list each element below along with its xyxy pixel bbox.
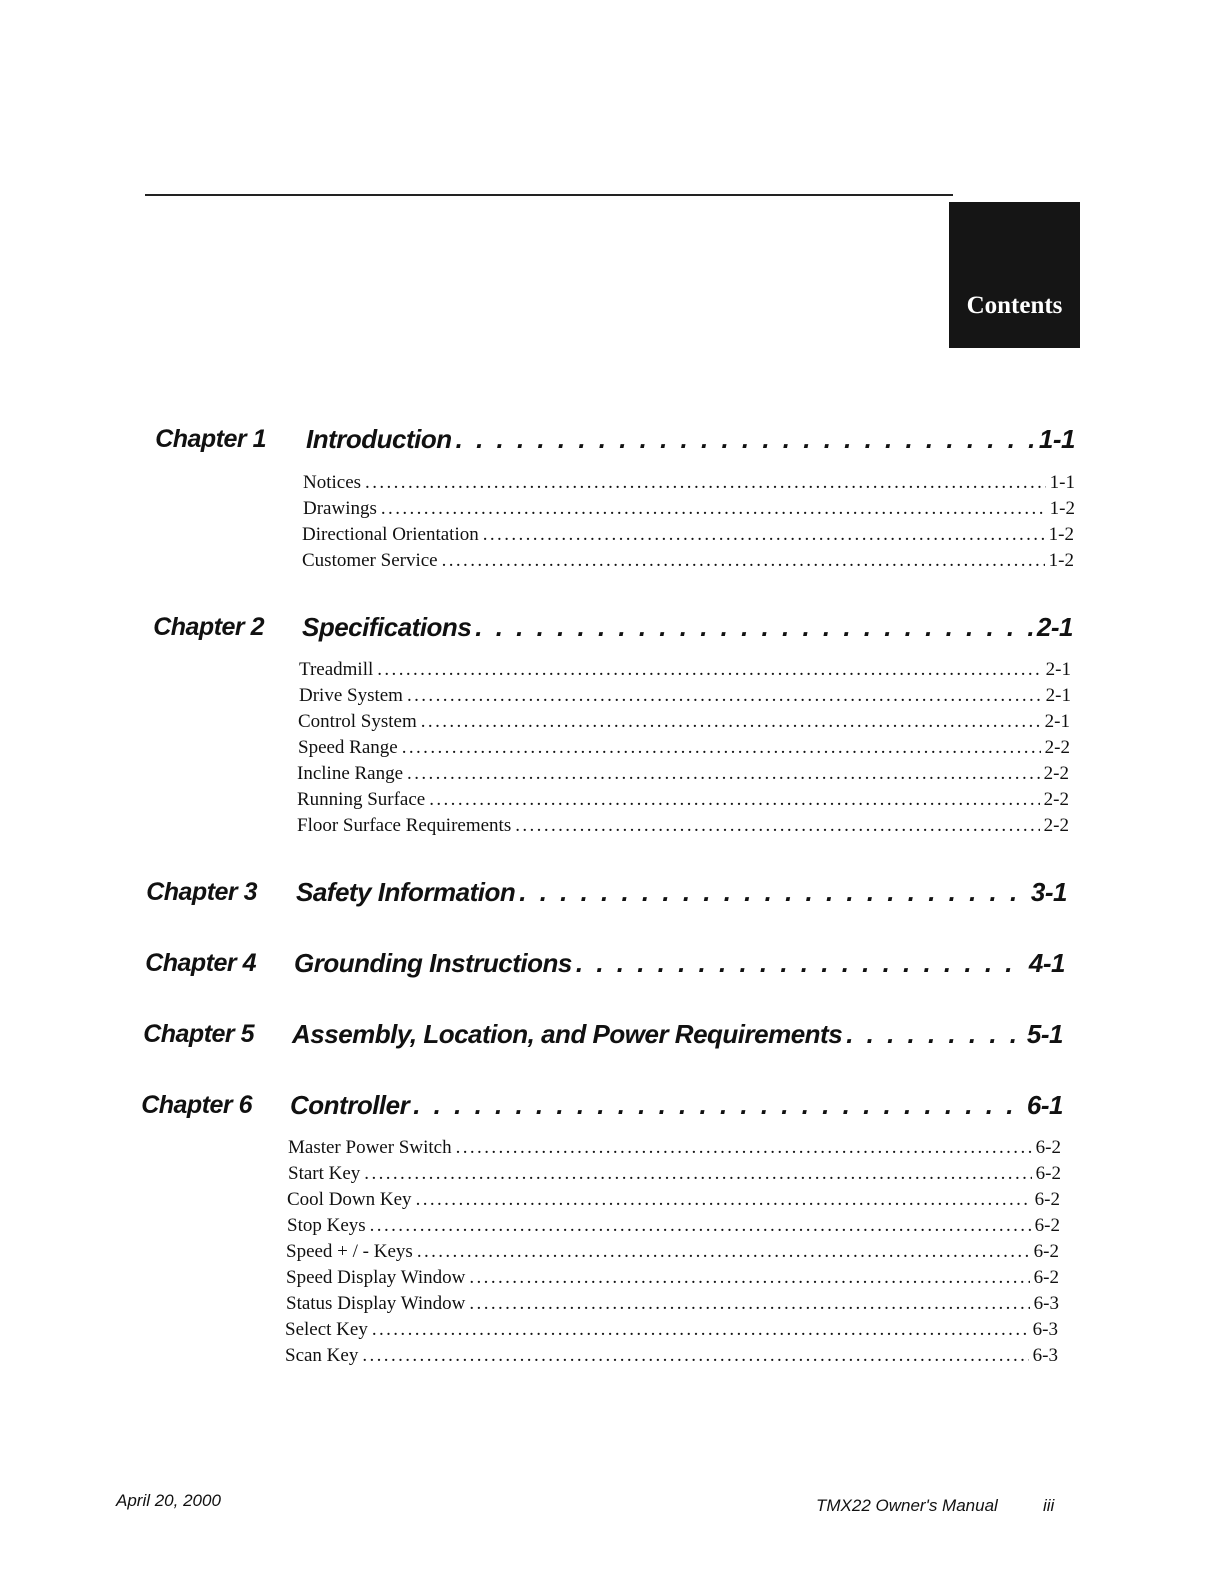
section-entry — [302, 550, 1074, 572]
dot-leader — [413, 1090, 1023, 1121]
dot-leader — [402, 737, 1041, 759]
chapter-page: 4-1 — [1028, 948, 1065, 978]
section-entry — [297, 789, 1069, 811]
section-page: 2-1 — [1045, 659, 1071, 680]
chapter-entry — [302, 612, 1073, 643]
chapter-page: 3-1 — [1030, 877, 1067, 907]
section-page: 2-1 — [1044, 711, 1070, 732]
dot-leader — [469, 1267, 1029, 1289]
dot-leader — [365, 472, 1046, 494]
section-entry — [286, 1293, 1059, 1315]
section-entry — [297, 815, 1069, 837]
section-page: 1-2 — [1048, 550, 1074, 571]
section-page: 2-2 — [1044, 737, 1070, 758]
section-entry — [286, 1267, 1059, 1289]
dot-leader — [421, 711, 1041, 733]
dot-leader — [483, 524, 1045, 546]
section-entry — [286, 1241, 1059, 1263]
chapter-title: Assembly, Location, and Power Requirements — [292, 1019, 843, 1049]
section-page: 1-1 — [1049, 472, 1075, 493]
section-entry — [287, 1215, 1060, 1237]
chapter-label: Chapter 4 — [145, 949, 256, 977]
dot-leader — [407, 685, 1042, 707]
chapter-title: Introduction — [306, 424, 452, 454]
section-title: Treadmill — [299, 659, 374, 680]
section-title: Drawings — [303, 498, 377, 519]
chapter-entry — [296, 877, 1067, 908]
section-title: Directional Orientation — [302, 524, 479, 545]
section-entry — [298, 711, 1070, 733]
dot-leader — [469, 1293, 1029, 1315]
section-entry — [298, 737, 1070, 759]
section-page: 6-2 — [1033, 1267, 1059, 1288]
chapter-label: Chapter 1 — [155, 425, 266, 453]
dot-leader — [442, 550, 1045, 572]
section-page: 6-3 — [1032, 1319, 1058, 1340]
chapter-label: Chapter 6 — [141, 1091, 252, 1119]
section-page: 6-2 — [1034, 1215, 1060, 1236]
chapter-entry — [290, 1090, 1063, 1121]
chapter-page: 1-1 — [1038, 424, 1075, 454]
chapter-title: Safety Information — [296, 877, 516, 907]
section-entry — [299, 659, 1071, 681]
chapter-entry — [306, 424, 1075, 455]
section-page: 6-2 — [1035, 1163, 1061, 1184]
chapter-entry — [292, 1019, 1063, 1050]
chapter-entry — [294, 948, 1065, 979]
section-title: Master Power Switch — [288, 1137, 452, 1158]
chapter-page: 6-1 — [1026, 1090, 1063, 1120]
section-page: 6-3 — [1032, 1345, 1058, 1366]
chapter-page: 2-1 — [1036, 612, 1073, 642]
section-title: Running Surface — [297, 789, 426, 810]
dot-leader — [370, 1215, 1031, 1237]
section-title: Status Display Window — [286, 1293, 466, 1314]
section-title: Scan Key — [285, 1345, 359, 1366]
contents-badge — [949, 202, 1080, 348]
dot-leader — [456, 1137, 1032, 1159]
chapter-label: Chapter 2 — [153, 613, 264, 641]
header-rule — [145, 194, 953, 196]
section-title: Control System — [298, 711, 417, 732]
section-entry — [299, 685, 1071, 707]
section-page: 1-2 — [1049, 498, 1075, 519]
section-page: 6-2 — [1035, 1137, 1061, 1158]
dot-leader — [381, 498, 1046, 520]
chapter-label: Chapter 3 — [146, 878, 257, 906]
footer-manual-title: TMX22 Owner's Manual — [816, 1496, 998, 1515]
section-entry — [297, 763, 1069, 785]
section-title: Speed Range — [298, 737, 398, 758]
section-entry — [302, 524, 1074, 546]
dot-leader — [515, 815, 1039, 837]
dot-leader — [519, 877, 1027, 908]
dot-leader — [372, 1319, 1029, 1341]
section-page: 6-3 — [1033, 1293, 1059, 1314]
section-entry — [287, 1189, 1060, 1211]
section-title: Stop Keys — [287, 1215, 366, 1236]
section-title: Floor Surface Requirements — [297, 815, 512, 836]
section-title: Speed Display Window — [286, 1267, 466, 1288]
dot-leader — [377, 659, 1041, 681]
dot-leader — [417, 1241, 1030, 1263]
section-title: Cool Down Key — [287, 1189, 412, 1210]
dot-leader — [362, 1345, 1028, 1367]
section-title: Drive System — [299, 685, 403, 706]
dot-leader — [456, 424, 1035, 455]
section-page: 6-2 — [1033, 1241, 1059, 1262]
section-title: Speed + / - Keys — [286, 1241, 413, 1262]
dot-leader — [407, 763, 1040, 785]
section-page: 6-2 — [1034, 1189, 1060, 1210]
contents-badge-label: Contents — [966, 292, 1063, 319]
section-page: 2-1 — [1045, 685, 1071, 706]
section-entry — [285, 1345, 1058, 1367]
section-title: Incline Range — [297, 763, 404, 784]
chapter-title: Controller — [290, 1090, 410, 1120]
section-entry — [285, 1319, 1058, 1341]
section-entry — [288, 1163, 1061, 1185]
section-entry — [288, 1137, 1061, 1159]
section-title: Select Key — [285, 1319, 368, 1340]
section-title: Customer Service — [302, 550, 438, 571]
section-entry — [303, 498, 1075, 520]
chapter-label: Chapter 5 — [143, 1020, 254, 1048]
chapter-title: Grounding Instructions — [294, 948, 572, 978]
section-page: 2-2 — [1043, 789, 1069, 810]
footer-date: April 20, 2000 — [116, 1491, 221, 1510]
section-title: Notices — [303, 472, 362, 493]
chapter-title: Specifications — [302, 612, 472, 642]
dot-leader — [429, 789, 1039, 811]
dot-leader — [576, 948, 1025, 979]
dot-leader — [846, 1019, 1023, 1050]
footer-page-number: iii — [1043, 1496, 1055, 1515]
chapter-page: 5-1 — [1026, 1019, 1063, 1049]
section-page: 1-2 — [1048, 524, 1074, 545]
section-title: Start Key — [288, 1163, 361, 1184]
section-entry — [303, 472, 1075, 494]
dot-leader — [364, 1163, 1031, 1185]
section-page: 2-2 — [1043, 763, 1069, 784]
section-page: 2-2 — [1043, 815, 1069, 836]
dot-leader — [475, 612, 1033, 643]
dot-leader — [416, 1189, 1031, 1211]
